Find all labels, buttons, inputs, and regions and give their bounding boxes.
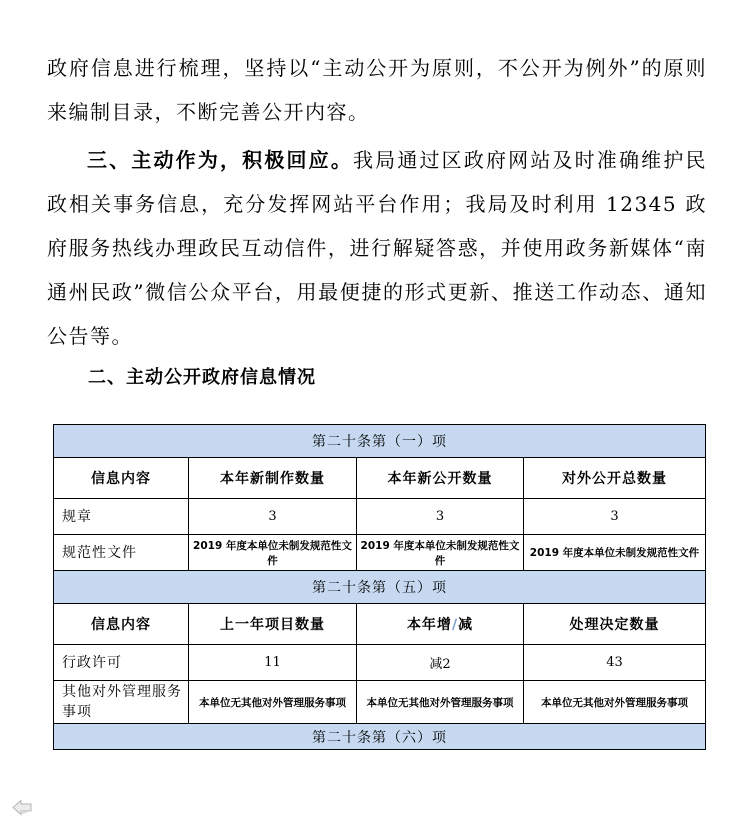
table-header-row [54,604,706,645]
section-heading: 二、主动公开政府信息情况 [88,367,316,388]
column-header-cell: 信息内容 [54,458,189,499]
row-label-cell: 规章 [54,499,189,535]
section-band-label: 第二十条第（一）项 [54,425,706,458]
data-cell: 2019 年度本单位未制发规范性文件 [357,535,524,571]
column-header-cell: 本年新制作数量 [189,458,357,499]
table-section-band [54,571,706,604]
section-band-label: 第二十条第（五）项 [54,571,706,604]
column-header-cell: 处理决定数量 [524,604,706,645]
paragraph-bold-lead: 三、主动作为，积极回应。 [87,148,353,172]
paragraph-text: 我局通过区政府网站及时准确维护民政相关事务信息，充分发挥网站平台作用；我局及时利用 12345 政府服务热线办理政民互动信件，进行解疑答惑，并使用政务新媒体“南通州民政”微信公众平台，用最便捷的形式更新、推送工作动态、通知公告等。 [47,148,707,348]
paragraph-continuation [47,46,707,134]
data-cell: 2019 年度本单位未制发规范性文件 [189,535,357,571]
column-header-cell: 本年新公开数量 [357,458,524,499]
row-label-cell: 其他对外管理服务事项 [54,681,189,724]
slash-separator: / [451,617,459,633]
table-row [54,499,706,535]
table-row [54,535,706,571]
paragraph-text: 政府信息进行梳理，坚持以“主动公开为原则，不公开为例外”的原则来编制目录，不断完善公开内容。 [47,56,707,124]
column-header-cell: 本年增/减 [357,604,524,645]
column-header-cell: 对外公开总数量 [524,458,706,499]
disclosure-table [53,424,706,750]
table-row [54,645,706,681]
row-label-cell: 规范性文件 [54,535,189,571]
row-label-cell: 行政许可 [54,645,189,681]
document-body [47,46,707,750]
table-header-row [54,458,706,499]
data-cell: 2019 年度本单位未制发规范性文件 [524,535,706,571]
data-cell: 本单位无其他对外管理服务事项 [524,681,706,724]
column-header-cell: 上一年项目数量 [189,604,357,645]
back-arrow-icon[interactable] [12,799,32,816]
paragraph-section-three [47,138,707,358]
data-cell: 3 [189,499,357,535]
table-section-band [54,425,706,458]
table-section-band [54,724,706,750]
data-cell: 3 [524,499,706,535]
section-band-label: 第二十条第（六）项 [54,724,706,750]
column-header-cell: 信息内容 [54,604,189,645]
table-row [54,681,706,724]
data-cell: 11 [189,645,357,681]
data-cell: 本单位无其他对外管理服务事项 [357,681,524,724]
data-cell: 3 [357,499,524,535]
data-cell: 43 [524,645,706,681]
data-cell: 减2 [357,645,524,681]
data-cell: 本单位无其他对外管理服务事项 [189,681,357,724]
